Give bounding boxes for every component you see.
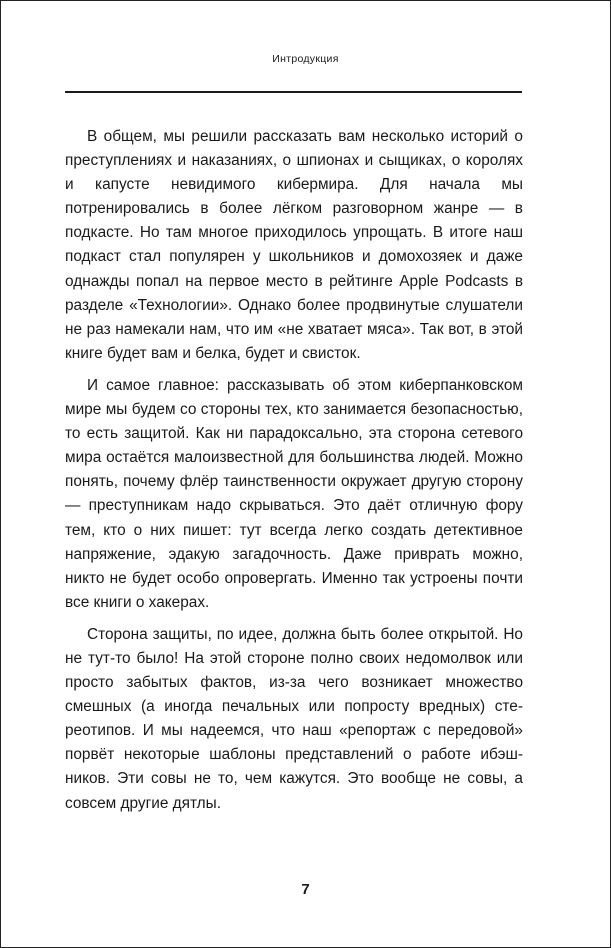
header-divider (65, 91, 522, 93)
paragraph-1: В общем, мы решили рассказать вам несколько историй о преступлениях и наказаниях, о шпионах и сыщиках, о королях и капусте невидимого кибермира. Для начала мы потренировались в более лёгком разговорном жанре — в подкасте. Но там многое приходилось упрощать. В итоге наш подкаст стал популярен у школьников и домохозяек и даже однажды попал на первое место в рейтинге Apple Podcasts в разделе «Технологии». Однако более продвинутые слушатели не раз намекали нам, что им «не хватает мяса». Так вот, в этой книге будет вам и белка, будет и свисток. (65, 128, 523, 362)
paragraph-3: Сторона защиты, по идее, должна быть более открытой. Но не тут-то было! На этой стороне полно своих недомолвок или просто забытых фактов, из-за чего возникает множество смешных (а иногда печальных или попросту вредных) стереотипов. И мы надеемся, что наш «репортаж с передовой» порвёт некоторые шаблоны представлений о работе ибэшников. Эти совы не то, чем кажутся. Это вообще не совы, а совсем другие дятлы. (65, 625, 523, 812)
body-text (65, 125, 523, 824)
page-number: 7 (301, 881, 310, 898)
paragraph-2: И самое главное: рассказывать об этом киберпанковском мире мы будем со стороны тех, кто занимается безопасностью, то есть защитой. Как ни парадоксально, эта сторона сетевого мира остаётся малоизвестной для большинства людей. Можно понять, почему флёр таинственности окружает другую сторону — преступникам надо скрываться. Это даёт отличную фору тем, кто о них пишет: тут всегда легко создать детективное напряжение, эдакую загадочность. Даже приврать можно, никто не будет особо опровергать. Именно так устроены почти все книги о хакерах. (65, 376, 523, 611)
running-title: Интродукция (272, 53, 339, 65)
